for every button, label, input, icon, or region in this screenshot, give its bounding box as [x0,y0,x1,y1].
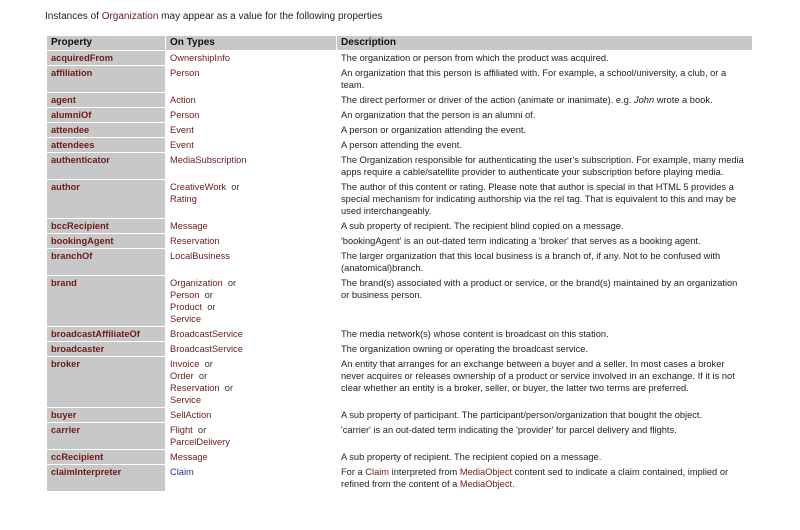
table-row [47,357,752,407]
description-text: A sub property of recipient. The recipient blind copied on a message. [341,221,624,231]
description-cell [337,408,752,422]
or-separator: or [222,278,237,288]
or-separator: or [199,290,213,300]
property-name[interactable]: broker [47,357,165,407]
type-link[interactable]: Reservation [170,383,220,393]
or-separator: or [202,302,216,312]
table-row [47,465,752,491]
or-separator: or [192,425,207,435]
table-row [47,342,752,356]
property-name[interactable]: attendee [47,123,165,137]
description-text: interpreted from [389,467,460,477]
property-name[interactable]: acquiredFrom [47,51,165,65]
on-types-cell [166,123,336,137]
description-text: 'bookingAgent' is an out-dated term indicating a 'broker' that serves as a booking agent. [341,236,701,246]
description-cell [337,465,752,491]
table-row [47,180,752,218]
type-link[interactable]: BroadcastService [170,344,243,354]
type-link[interactable]: Product [170,302,203,312]
on-types-cell [166,357,336,407]
description-cell [337,51,752,65]
on-types-cell [166,180,336,218]
property-name[interactable]: carrier [47,423,165,449]
description-text: wrote a book. [654,95,713,105]
property-name[interactable]: authenticator [47,153,165,179]
on-types-cell [166,408,336,422]
on-types-cell [166,423,336,449]
type-link[interactable]: Event [170,125,194,135]
type-link[interactable]: CreativeWork [170,182,227,192]
intro-text [45,11,382,22]
property-name[interactable]: bookingAgent [47,234,165,248]
description-text: A sub property of recipient. The recipient copied on a message. [341,452,602,462]
property-name[interactable]: brand [47,276,165,326]
description-text: John [633,95,655,105]
on-types-cell [166,153,336,179]
type-link[interactable]: BroadcastService [170,329,243,339]
type-link[interactable]: Claim [170,467,194,477]
type-link[interactable]: Message [170,221,208,231]
description-text: A person attending the event. [341,140,462,150]
on-types-cell [166,108,336,122]
description-text: The direct performer or driver of the action (animate or inanimate). e.g. [341,95,634,105]
table-header-row [47,36,752,50]
table-row [47,423,752,449]
on-types-cell [166,342,336,356]
type-link[interactable]: Reservation [170,236,220,246]
type-link[interactable]: Service [170,314,202,324]
property-name[interactable]: buyer [47,408,165,422]
type-link[interactable]: Invoice [170,359,200,369]
table-row [47,450,752,464]
table-row [47,276,752,326]
description-cell [337,234,752,248]
property-name[interactable]: attendees [47,138,165,152]
description-text: An organization that this person is affiliated with. For example, a school/university, a club, or a team. [341,68,727,90]
property-name[interactable]: bccRecipient [47,219,165,233]
type-link[interactable]: Order [170,371,194,381]
description-text: 'carrier' is an out-dated term indicating the 'provider' for parcel delivery and flights. [341,425,677,435]
on-types-cell [166,450,336,464]
description-text: A sub property of participant. The participant/person/organization that bought the object. [341,410,703,420]
intro-after: may appear as a value for the following properties [158,11,383,22]
table-row [47,138,752,152]
description-text: The brand(s) associated with a product or service, or the brand(s) maintained by an organization or business person. [341,278,738,300]
description-text: . [512,479,515,489]
description-cell [337,93,752,107]
description-text: The organization owning or operating the broadcast service. [341,344,589,354]
property-name[interactable]: affiliation [47,66,165,92]
description-link[interactable]: MediaObject [459,479,513,489]
on-types-cell [166,93,336,107]
on-types-cell [166,276,336,326]
description-cell [337,276,752,326]
property-name[interactable]: broadcastAffiliateOf [47,327,165,341]
description-text: content sed to indicate a claim contained, implied or refined from the content of a [341,467,729,489]
description-text: The organization or person from which the product was acquired. [341,53,609,63]
on-types-cell [166,66,336,92]
table-row [47,219,752,233]
or-separator: or [199,359,213,369]
property-name[interactable]: broadcaster [47,342,165,356]
description-text: An organization that the person is an alumni of. [341,110,536,120]
type-link[interactable]: Event [170,140,194,150]
on-types-cell [166,234,336,248]
type-link[interactable]: MediaSubscription [170,155,247,165]
type-link[interactable]: OwnershipInfo [170,53,230,63]
type-link[interactable]: Message [170,452,208,462]
table-row [47,108,752,122]
description-cell [337,66,752,92]
table-row [47,51,752,65]
type-link[interactable]: Organization [170,278,223,288]
description-cell [337,180,752,218]
properties-table [46,35,753,492]
or-separator: or [193,371,208,381]
organization-link[interactable]: Organization [101,11,159,22]
description-text: The larger organization that this local business is a branch of, if any. Not to be confused with (anatomical)branch. [341,251,721,273]
description-cell [337,153,752,179]
description-cell [337,423,752,449]
property-name[interactable]: branchOf [47,249,165,275]
description-cell [337,342,752,356]
description-cell [337,327,752,341]
on-types-cell [166,219,336,233]
table-row [47,327,752,341]
type-link[interactable]: Service [170,395,202,405]
type-link[interactable]: Action [170,95,196,105]
description-cell [337,138,752,152]
type-link[interactable]: Rating [170,194,197,204]
on-types-cell [166,327,336,341]
table-row [47,249,752,275]
property-name[interactable]: author [47,180,165,218]
description-cell [337,450,752,464]
table-row [47,234,752,248]
header-property: Property [47,36,165,50]
on-types-cell [166,465,336,491]
description-text: For a [341,467,366,477]
type-link[interactable]: Person [170,290,200,300]
or-separator: or [219,383,234,393]
on-types-cell [166,51,336,65]
type-link[interactable]: SellAction [170,410,212,420]
type-link[interactable]: Person [170,68,200,78]
header-on-types: On Types [166,36,336,50]
table-row [47,153,752,179]
on-types-cell [166,249,336,275]
description-text: The author of this content or rating. Please note that author is special in that HTML 5 provides a special mechanism for indicating authorship via the rel tag. That is equivalent to this and may be used interchangeably. [341,182,737,216]
description-text: An entity that arranges for an exchange between a buyer and a seller. In most cases a broker never acquires or releases ownership of a product or service involved in an exchange. If it is not clear whether an entity is a broker, seller, or buyer, the latter two terms are preferred. [341,359,735,393]
property-name[interactable]: claimInterpreter [47,465,165,491]
on-types-cell [166,138,336,152]
table-row [47,408,752,422]
table-row [47,123,752,137]
description-text: The media network(s) whose content is broadcast on this station. [341,329,609,339]
table-row [47,66,752,92]
property-name[interactable]: alumniOf [47,108,165,122]
description-cell [337,357,752,407]
description-cell [337,249,752,275]
description-link[interactable]: Claim [365,467,390,477]
description-cell [337,219,752,233]
or-separator: or [226,182,240,192]
description-text: A person or organization attending the event. [341,125,527,135]
property-name[interactable]: agent [47,93,165,107]
description-cell [337,108,752,122]
type-link[interactable]: ParcelDelivery [170,437,230,447]
description-text: The Organization responsible for authenticating the user's subscription. For example, many media apps require a cable/satellite provider to authenticate your subscription before playing media. [341,155,744,177]
header-description: Description [337,36,752,50]
type-link[interactable]: LocalBusiness [170,251,230,261]
intro-before: Instances of [45,11,102,22]
property-name[interactable]: ccRecipient [47,450,165,464]
type-link[interactable]: Person [170,110,200,120]
table-row [47,93,752,107]
table-body [47,51,752,491]
description-link[interactable]: MediaObject [459,467,513,477]
description-cell [337,123,752,137]
type-link[interactable]: Flight [170,425,193,435]
